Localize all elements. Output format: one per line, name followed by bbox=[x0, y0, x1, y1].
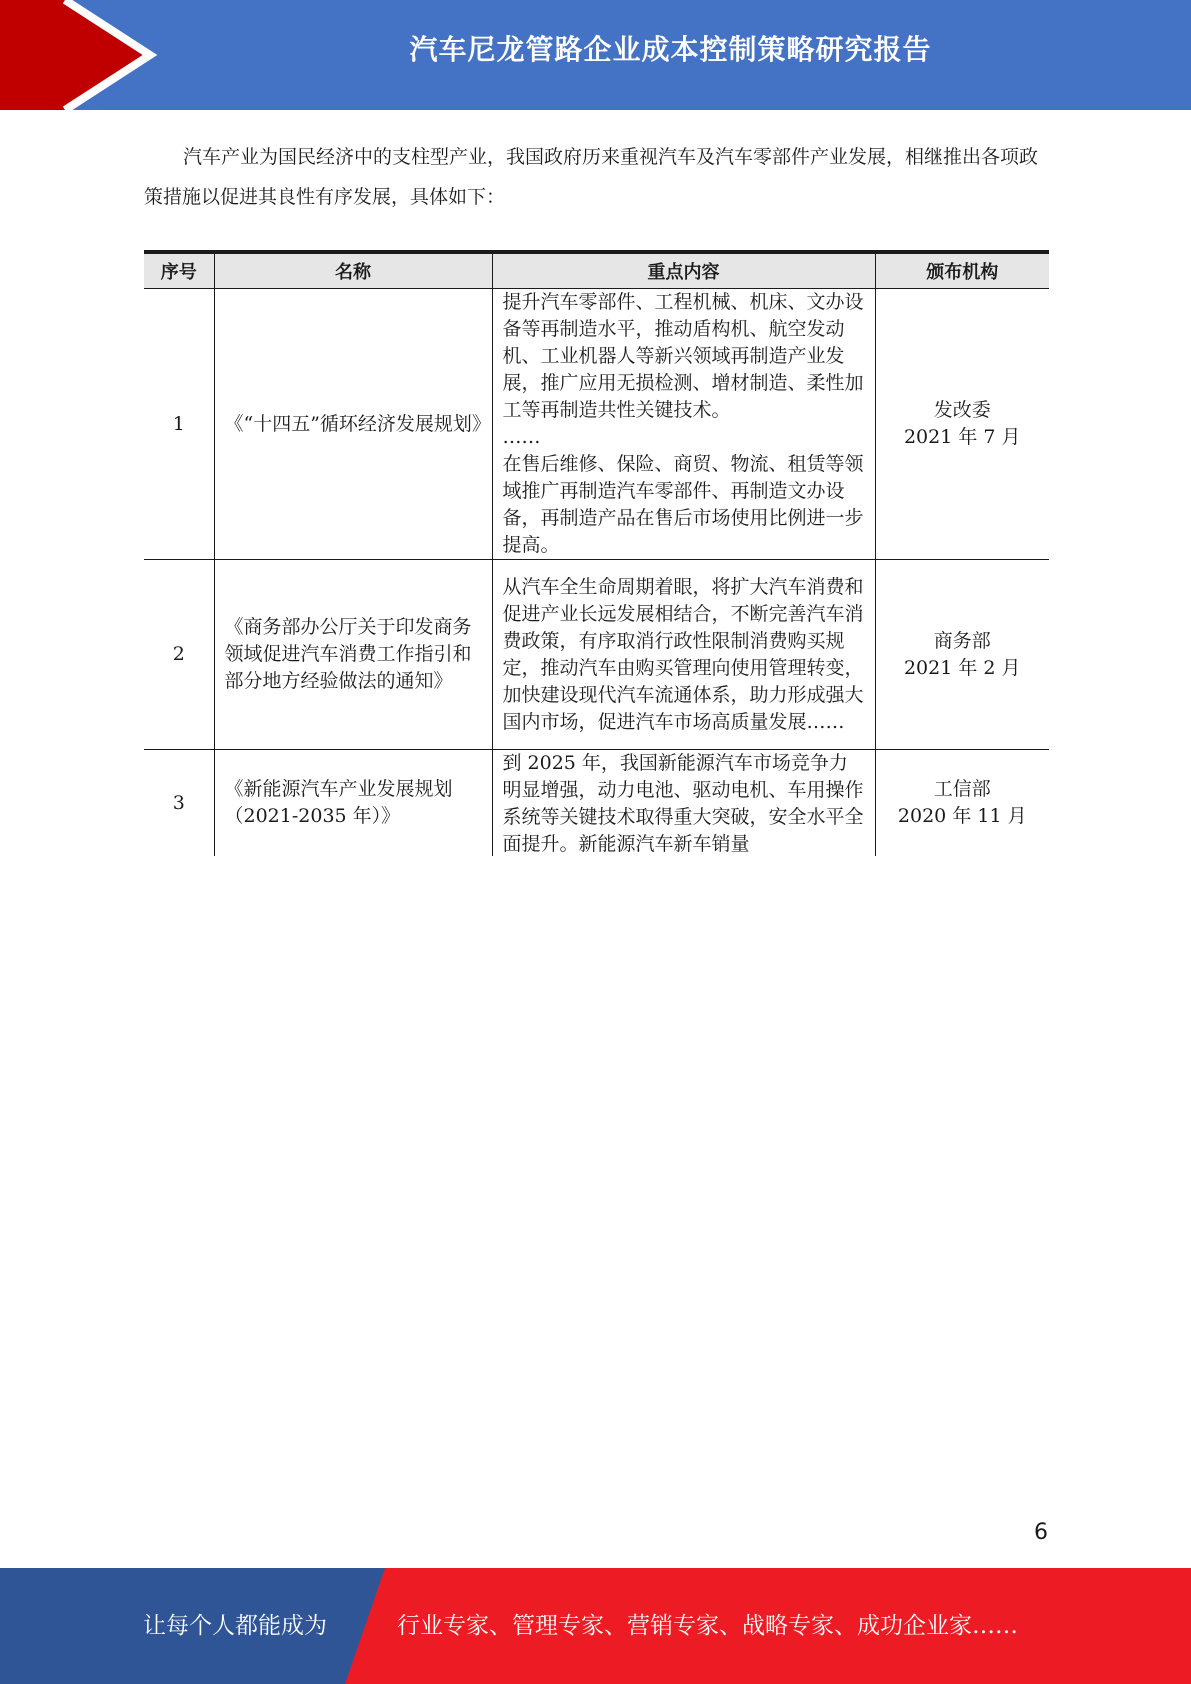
footer-banner bbox=[0, 1568, 1191, 1684]
issuer-name: 发改委 bbox=[933, 399, 991, 421]
policy-content bbox=[492, 289, 875, 560]
policy-table bbox=[144, 250, 1049, 856]
header-name: 名称 bbox=[214, 252, 492, 289]
header-serial: 序号 bbox=[144, 252, 214, 289]
policy-content bbox=[492, 750, 875, 857]
header-issuer: 颁布机构 bbox=[875, 252, 1049, 289]
table-row bbox=[144, 289, 1049, 560]
policy-name: 《商务部办公厅关于印发商务领域促进汽车消费工作指引和部分地方经验做法的通知》 bbox=[214, 560, 492, 750]
report-title: 汽车尼龙管路企业成本控制策略研究报告 bbox=[409, 33, 932, 66]
issue-date: 2021 年 7 月 bbox=[903, 426, 1021, 448]
header-key-content: 重点内容 bbox=[492, 252, 875, 289]
content-paragraph: 在售后维修、保险、商贸、物流、租赁等领域推广再制造汽车零部件、再制造文办设备，再制造产品在售后市场使用比例进一步提高。 bbox=[502, 453, 864, 556]
content-paragraph: 提升汽车零部件、工程机械、机床、文办设备等再制造水平，推动盾构机、航空发动机、工业机器人等新兴领域再制造产业发展，推广应用无损检测、增材制造、柔性加工等再制造共性关键技术。 bbox=[502, 291, 864, 421]
issuer-cell bbox=[875, 750, 1049, 857]
policy-content bbox=[492, 560, 875, 750]
issuer-name: 工信部 bbox=[933, 778, 991, 800]
table-row bbox=[144, 750, 1049, 857]
intro-paragraph: 汽车产业为国民经济中的支柱型产业，我国政府历来重视汽车及汽车零部件产业发展，相继推出各项政策措施以促进其良性有序发展，具体如下： bbox=[144, 146, 1039, 208]
report-header bbox=[0, 0, 1191, 110]
issuer-cell bbox=[875, 289, 1049, 560]
issuer-name: 商务部 bbox=[933, 629, 991, 652]
footer-slogan-left: 让每个人都能成为 bbox=[143, 1613, 327, 1639]
issue-date: 2021 年 2 月 bbox=[903, 656, 1021, 679]
content-paragraph: 到 2025 年，我国新能源汽车市场竞争力明显增强，动力电池、驱动电机、车用操作系统等关键技术取得重大突破，安全水平全面提升。新能源汽车新车销量 bbox=[502, 752, 864, 855]
header-chevron-icon bbox=[0, 0, 160, 110]
policy-name: 《新能源汽车产业发展规划（2021-2035 年）》 bbox=[214, 750, 492, 857]
row-number: 2 bbox=[144, 560, 214, 750]
page-number: 6 bbox=[1034, 1520, 1048, 1545]
issuer-cell bbox=[875, 560, 1049, 750]
content-ellipsis: …… bbox=[502, 426, 541, 448]
policy-name: 《“十四五”循环经济发展规划》 bbox=[214, 289, 492, 560]
table-header-row bbox=[144, 252, 1049, 289]
issue-date: 2020 年 11 月 bbox=[897, 805, 1027, 827]
table-row bbox=[144, 560, 1049, 750]
row-number: 1 bbox=[144, 289, 214, 560]
row-number: 3 bbox=[172, 791, 185, 814]
footer-slogan-right: 行业专家、管理专家、营销专家、战略专家、成功企业家…… bbox=[397, 1613, 1018, 1639]
content-paragraph: 从汽车全生命周期着眼，将扩大汽车消费和促进产业长远发展相结合，不断完善汽车消费政策，有序取消行政性限制消费购买规定，推动汽车由购买管理向使用管理转变，加快建设现代汽车流通体系，助力形成强大国内市场，促进汽车市场高质量发展…… bbox=[502, 575, 864, 733]
